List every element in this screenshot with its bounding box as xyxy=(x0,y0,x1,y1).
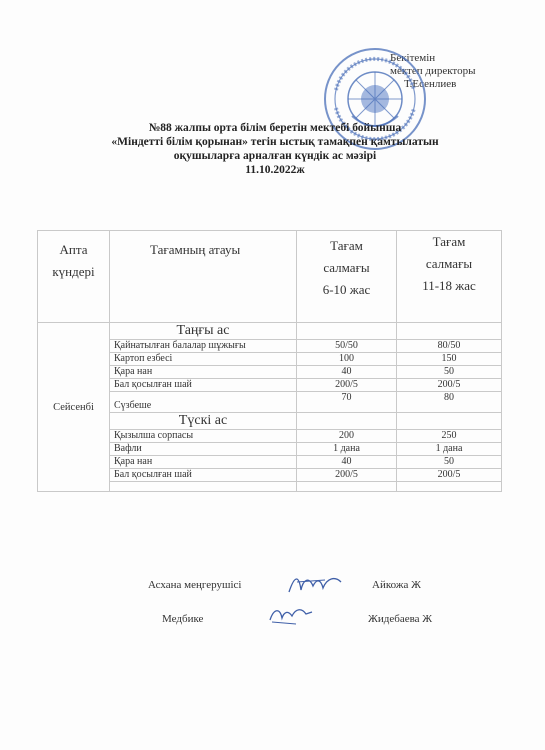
weight-6-10: 100 xyxy=(297,353,397,366)
weight-6-10: 200/5 xyxy=(297,379,397,392)
empty-cell xyxy=(297,323,397,340)
header-dish-name-text: Тағамның атауы xyxy=(150,242,241,257)
weight-6-10: 200/5 xyxy=(297,469,397,482)
cook-signature xyxy=(285,570,345,600)
weight-11-18: 50 xyxy=(397,366,502,379)
approval-line-1: Бекітемін xyxy=(390,52,436,64)
dish-name: Қара нан xyxy=(110,456,297,469)
approval-line-3: Т.Есенлиев xyxy=(404,78,457,90)
header-weight-11-18 xyxy=(397,231,502,323)
nurse-name: Жидебаева Ж xyxy=(368,613,433,625)
header-day-line-2: күндері xyxy=(52,264,95,279)
dish-name: Вафли xyxy=(110,443,297,456)
header-weight-6-10-line-1: Тағам xyxy=(330,238,363,253)
header-weight-11-18-line-1: Тағам xyxy=(432,234,466,249)
dish-name: Қара нан xyxy=(110,366,297,379)
header-weight-6-10 xyxy=(297,231,397,323)
dish-name: Қызылша сорпасы xyxy=(110,430,297,443)
weight-11-18: 80/50 xyxy=(397,340,502,353)
weight-11-18: 1 дана xyxy=(397,443,502,456)
weight-11-18: 200/5 xyxy=(397,469,502,482)
header-weight-11-18-line-2: салмағы xyxy=(425,256,473,271)
header-dish-name xyxy=(110,231,297,323)
weight-6-10: 40 xyxy=(297,456,397,469)
empty-cell xyxy=(397,482,502,492)
empty-cell xyxy=(397,323,502,340)
cook-role: Асхана меңгерушісі xyxy=(148,579,242,591)
weight-11-18: 250 xyxy=(397,430,502,443)
meal-title-row xyxy=(38,323,502,340)
dish-name: Картоп езбесі xyxy=(110,353,297,366)
title-line-1: №88 жалпы орта білім беретін мектебі бойынша xyxy=(148,122,402,134)
title-line-2: «Міндетті білім қорынан» тегін ыстық тамақпен қамтылатын xyxy=(111,136,439,148)
header-day xyxy=(38,231,110,323)
approval-line-2: мектеп директоры xyxy=(390,65,476,77)
header-weight-6-10-line-3: 6-10 жас xyxy=(322,282,371,297)
table-header-row xyxy=(38,231,502,323)
meal-title-breakfast: Таңғы ас xyxy=(110,323,297,340)
title-date: 11.10.2022ж xyxy=(245,164,305,176)
menu-table xyxy=(37,230,502,492)
empty-cell xyxy=(397,413,502,430)
weight-11-18: 80 xyxy=(397,392,502,413)
document-title xyxy=(60,121,490,177)
weight-11-18: 50 xyxy=(397,456,502,469)
dish-name: Қайнатылған балалар шұжығы xyxy=(110,340,297,353)
weight-6-10: 40 xyxy=(297,366,397,379)
weight-6-10: 70 xyxy=(297,392,397,413)
title-line-3: оқушыларға арналған күндік ас мәзірі xyxy=(173,150,377,162)
empty-cell xyxy=(297,482,397,492)
day-cell: Сейсенбі xyxy=(38,323,110,492)
meal-title-lunch: Түскі ас xyxy=(110,413,297,430)
nurse-signature xyxy=(266,602,316,628)
weight-6-10: 200 xyxy=(297,430,397,443)
dish-name: Сүзбеше xyxy=(110,392,297,413)
weight-11-18: 200/5 xyxy=(397,379,502,392)
weight-6-10: 50/50 xyxy=(297,340,397,353)
header-day-line-1: Апта xyxy=(59,242,88,257)
weight-11-18: 150 xyxy=(397,353,502,366)
cook-name: Айкожа Ж xyxy=(372,579,421,591)
dish-name: Бал қосылған шай xyxy=(110,379,297,392)
nurse-role: Медбике xyxy=(162,613,204,625)
dish-name: Бал қосылған шай xyxy=(110,469,297,482)
weight-6-10: 1 дана xyxy=(297,443,397,456)
empty-cell xyxy=(297,413,397,430)
header-weight-11-18-line-3: 11-18 жас xyxy=(422,278,476,293)
header-weight-6-10-line-2: салмағы xyxy=(323,260,370,275)
empty-cell xyxy=(110,482,297,492)
